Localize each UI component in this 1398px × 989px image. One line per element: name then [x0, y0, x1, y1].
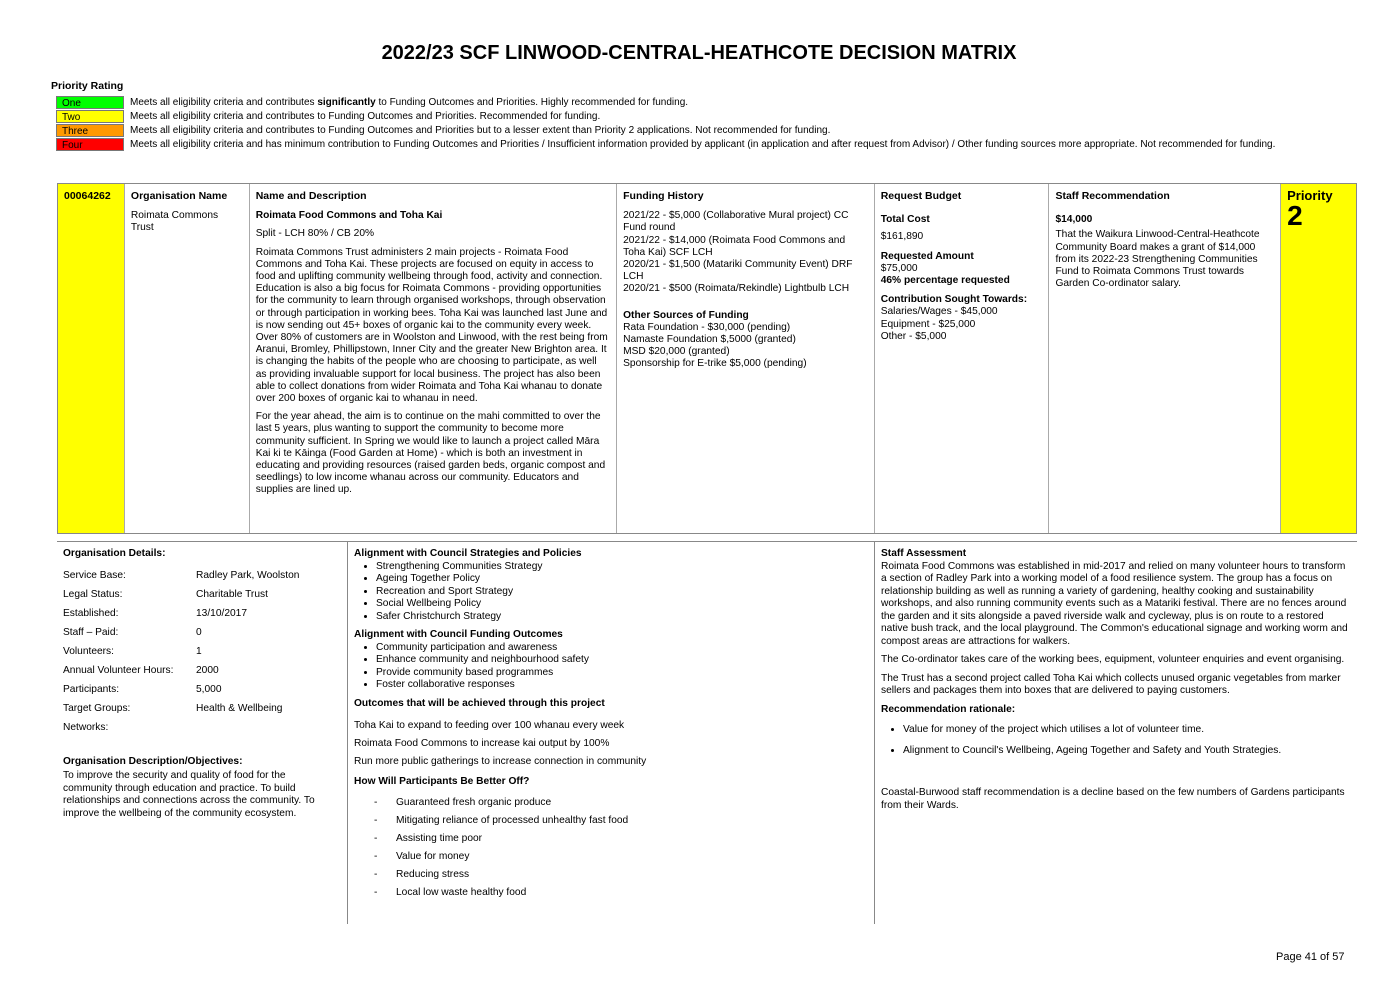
organisation-cell — [125, 184, 250, 533]
funding-history-cell — [617, 184, 875, 533]
legend-swatch-one: One — [56, 96, 124, 109]
request-budget-cell — [875, 184, 1050, 533]
description-cell — [250, 184, 617, 533]
other-source-item: Sponsorship for E-trike $5,000 (pending) — [623, 358, 807, 370]
application-table — [57, 183, 1357, 534]
better-off-item: - Value for money — [374, 849, 868, 867]
application-id-cell — [58, 184, 125, 533]
detail-row: Participants: 5,000 — [63, 683, 222, 695]
detail-row: Annual Volunteer Hours: 2000 — [63, 664, 219, 676]
priority-value: 2 — [1287, 200, 1303, 232]
better-off-header: How Will Participants Be Better Off? — [354, 776, 530, 787]
strategies-list — [354, 561, 868, 624]
detail-row: Volunteers: 1 — [63, 645, 202, 657]
funding-split: Split - LCH 80% / CB 20% — [255, 228, 375, 240]
rationale-list — [881, 724, 1351, 757]
detail-row: Networks: — [63, 721, 109, 733]
funding-history-item: 2021/22 - $5,000 (Collaborative Mural project) CC Fund round — [623, 210, 849, 234]
detail-row: Legal Status: Charitable Trust — [63, 588, 268, 600]
better-off-item: - Reducing stress — [374, 867, 868, 885]
legend-row-one — [56, 96, 1326, 109]
priority-rating-label: Priority Rating — [51, 80, 124, 92]
outcome-achieved-item: Toha Kai to expand to feeding over 100 whanau every week — [354, 720, 625, 731]
details-section — [57, 541, 1357, 924]
strategy-item: • Ageing Together Policy — [376, 573, 868, 586]
detail-row: Staff – Paid: 0 — [63, 626, 202, 638]
staff-assessment-paragraph: Roimata Food Commons was established in mid-2017 and relied on many volunteer hours to transform a section of Radley Park into a working model of a food resilience system. The group has a focus on relationship building as well as running a variety of gardening, healthy cooking and sustainability workshops, and also running community events such as a Matariki festival. There are no fences around the garden and it sits alongside a paved riverside walk and cycleway, plus is on route to a restored native bush track, and the local playground. The Common's educational signage and working worm and compost areas are attractions for walkers. — [881, 560, 1348, 647]
detail-row: Established: 13/10/2017 — [63, 607, 247, 619]
project-name: Roimata Food Commons and Toha Kai — [255, 210, 443, 222]
application-id: 00064262 — [64, 190, 111, 202]
staff-assessment-header: Staff Assessment — [881, 548, 967, 559]
outcome-achieved-item: Roimata Food Commons to increase kai output by 100% — [354, 738, 610, 749]
legend-text-three: Meets all eligibility criteria and contributes to Funding Outcomes and Priorities but to a lesser extent than Priority 2 applications. Not recommended for funding. — [130, 125, 831, 136]
other-source-item: Namaste Foundation $,5000 (granted) — [623, 334, 796, 346]
contribution-item: Other - $5,000 — [880, 330, 947, 342]
legend-row-three — [56, 124, 1326, 137]
legend-swatch-four: Four — [56, 138, 124, 151]
strategies-header: Alignment with Council Strategies and Policies — [354, 548, 582, 559]
staff-recommendation-header: Staff Recommendation — [1055, 190, 1170, 202]
staff-assessment-paragraph: The Trust has a second project called Toha Kai which collects unused organic vegetables from marker sellers and packages them into boxes that are delivered to paying customers. — [881, 672, 1341, 696]
funding-outcome-item: • Enhance community and neighbourhood safety — [376, 654, 868, 667]
request-budget-header: Request Budget — [880, 190, 962, 202]
total-cost-label: Total Cost — [880, 214, 930, 226]
contribution-item: Salaries/Wages - $45,000 — [880, 306, 998, 318]
requested-amount-label: Requested Amount — [880, 250, 974, 262]
funding-history-header: Funding History — [623, 190, 704, 202]
other-source-item: Rata Foundation - $30,000 (pending) — [623, 321, 791, 333]
other-source-item: MSD $20,000 (granted) — [623, 346, 730, 358]
description-header: Name and Description — [255, 190, 367, 202]
page-title: 2022/23 SCF LINWOOD-CENTRAL-HEATHCOTE DECISION MATRIX — [381, 42, 1017, 64]
funding-outcomes-list — [354, 642, 868, 692]
project-description: Roimata Commons Trust administers 2 main projects - Roimata Food Commons and Toha Kai. These projects are focused on equity in access to food and uplifting community wellbeing through food, activity and connection. Education is also a big focus for Roimata Commons - providing opportunities for the community to learn through organised workshops, through observation or through participation in working bees. Toha Kai was launched last June and is now sending out 45+ boxes of organic kai to the community every week. Over 80% of customers are in Woolston and Linwood, with the rest being from Aranui, Bromley, Phillipstown, Inner City and the greater New Brighton area. It is changing the habits of the people who are choosing to participate, as well as providing invaluable support for local business. The project has also been able to collect donations from wider Roimata and Toha Kai whanau to donate over 200 boxes of organic kai to whanau in need. — [255, 246, 608, 405]
priority-header: Priority — [1287, 188, 1333, 203]
funding-outcome-item: • Community participation and awareness — [376, 642, 868, 655]
strategy-item: • Recreation and Sport Strategy — [376, 586, 868, 599]
better-off-item: - Assisting time poor — [374, 831, 868, 849]
page-number: Page 41 of 57 — [1276, 951, 1345, 963]
legend-row-four — [56, 138, 1326, 151]
total-cost-value: $161,890 — [880, 231, 924, 243]
better-off-item: - Local low waste healthy food — [374, 885, 868, 903]
staff-recommendation-cell — [1049, 184, 1281, 533]
legend-text-one: Meets all eligibility criteria and contributes significantly to Funding Outcomes and Priorities. Highly recommended for funding. — [130, 97, 689, 108]
funding-outcome-item: • Provide community based programmes — [376, 667, 868, 680]
funding-history-item: 2021/22 - $14,000 (Roimata Food Commons and Toha Kai) SCF LCH — [623, 234, 846, 258]
legend-row-two — [56, 110, 1326, 123]
better-off-list — [354, 795, 868, 903]
organisation-details — [57, 542, 348, 924]
legend-swatch-three: Three — [56, 124, 124, 137]
legend-swatch-two: Two — [56, 110, 124, 123]
org-name-header: Organisation Name — [130, 190, 228, 202]
contribution-item: Equipment - $25,000 — [880, 318, 976, 330]
legend-text-two: Meets all eligibility criteria and contributes to Funding Outcomes and Priorities. Recommended for funding. — [130, 111, 601, 122]
staff-recommended-amount: $14,000 — [1055, 214, 1093, 226]
org-description-header: Organisation Description/Objectives: — [63, 755, 243, 767]
funding-history-item: 2020/21 - $500 (Roimata/Rekindle) Lightbulb LCH — [623, 283, 850, 295]
better-off-item: - Mitigating reliance of processed unhealthy fast food — [374, 813, 868, 831]
funding-outcomes-header: Alignment with Council Funding Outcomes — [354, 629, 563, 640]
coastal-burwood-note: Coastal-Burwood staff recommendation is a decline based on the few numbers of Gardens participants from their Wards. — [881, 787, 1345, 811]
alignment-section — [348, 542, 875, 924]
percentage-requested: 46% percentage requested — [880, 275, 1010, 287]
rationale-header: Recommendation rationale: — [881, 703, 1016, 715]
staff-recommendation-text: That the Waikura Linwood-Central-Heathcote Community Board makes a grant of $14,000 from its 2022-23 Strengthening Communities Fund to Roimata Commons Trust towards Garden Co-ordinator salary. — [1055, 229, 1260, 290]
project-description-future: For the year ahead, the aim is to continue on the mahi committed to over the last 5 years, plus wanting to support the community to become more community sufficient. In Spring we would like to launch a project called Māra Kai ki te Kāinga (Food Garden at Home) - which is both an investment in educating and providing resources (raised garden beds, organic compost and seedlings) to low income whanau across our community. Educators and supplies are lined up. — [255, 411, 606, 496]
priority-cell — [1281, 184, 1356, 533]
detail-row: Service Base: Radley Park, Woolston — [63, 569, 300, 581]
contribution-label: Contribution Sought Towards: — [880, 294, 1028, 306]
strategy-item: • Social Wellbeing Policy — [376, 598, 868, 611]
other-sources-header: Other Sources of Funding — [623, 309, 749, 321]
funding-history-item: 2020/21 - $1,500 (Matariki Community Event) DRF LCH — [623, 259, 853, 283]
staff-assessment-section — [875, 542, 1357, 924]
org-details-header: Organisation Details: — [63, 548, 166, 559]
staff-assessment-paragraph: The Co-ordinator takes care of the working bees, equipment, volunteer enquiries and event organising. — [881, 654, 1345, 665]
rationale-item: • Alignment to Council's Wellbeing, Ageing Together and Safety and Youth Strategies. — [903, 745, 1351, 758]
better-off-item: - Guaranteed fresh organic produce — [374, 795, 868, 813]
strategy-item: • Strengthening Communities Strategy — [376, 561, 868, 574]
org-description: To improve the security and quality of food for the community through education and practice. To build relationships and connections across the community. To improve the wellbeing of the community ecosystem. — [63, 770, 315, 819]
rationale-item: • Value for money of the project which utilises a lot of volunteer time. — [903, 724, 1351, 737]
funding-outcome-item: • Foster collaborative responses — [376, 679, 868, 692]
detail-row: Target Groups: Health & Wellbeing — [63, 702, 283, 714]
legend-text-four: Meets all eligibility criteria and has minimum contribution to Funding Outcomes and Priorities / Insufficient information provided by applicant (in application and after request from Advisor) / Other funding sources more appropriate. Not recommended for funding. — [130, 139, 1276, 150]
requested-amount-value: $75,000 — [880, 262, 918, 274]
priority-legend — [56, 96, 1326, 152]
strategy-item: • Safer Christchurch Strategy — [376, 611, 868, 624]
outcomes-achieved-header: Outcomes that will be achieved through this project — [354, 697, 605, 709]
outcome-achieved-item: Run more public gatherings to increase connection in community — [354, 756, 647, 767]
org-name: Roimata Commons Trust — [130, 210, 219, 234]
